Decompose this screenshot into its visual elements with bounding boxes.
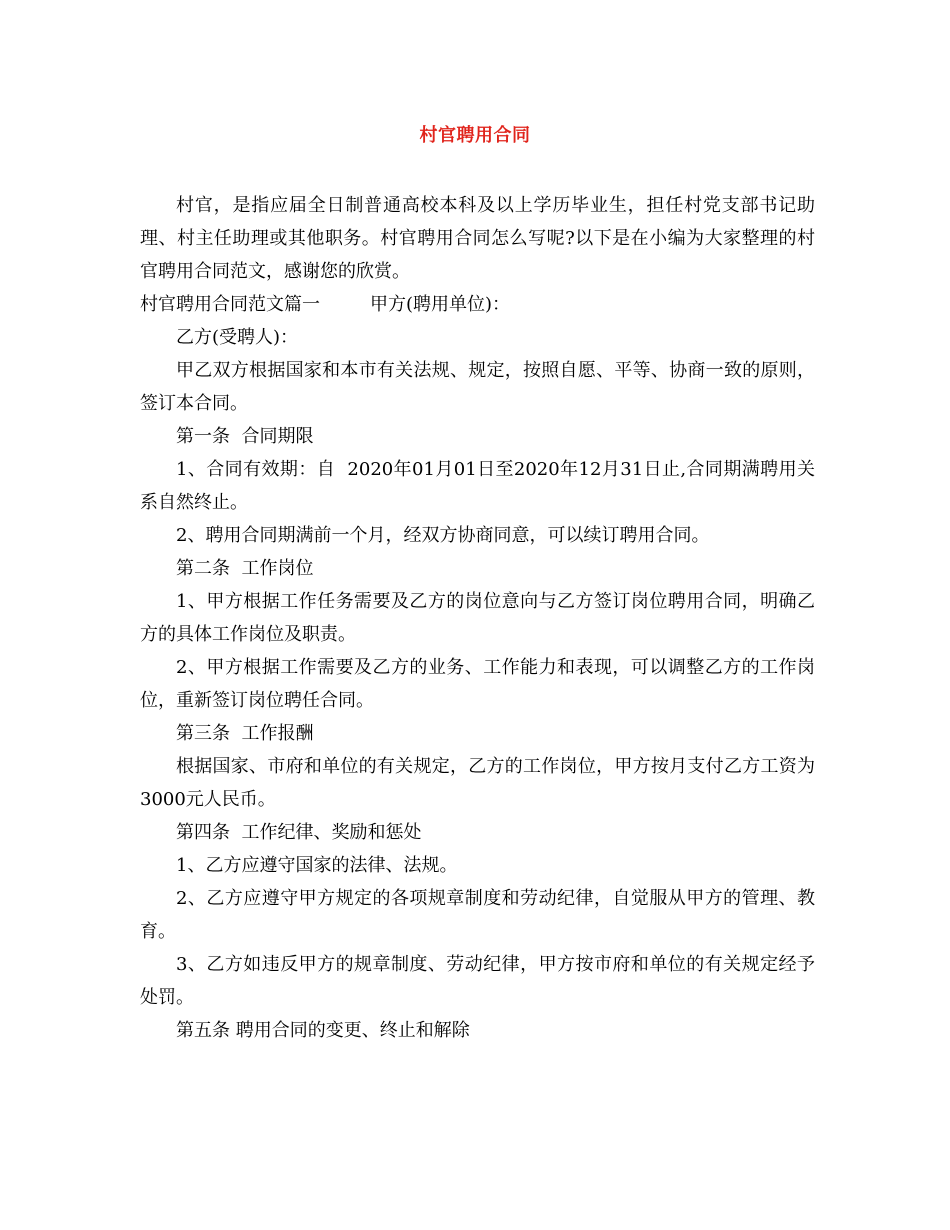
clause-paragraph: 1、合同有效期：自 2020年01月01日至2020年12月31日止,合同期满聘用关系自然终止。 <box>140 459 815 513</box>
article-heading: 第五条 聘用合同的变更、终止和解除 <box>176 1020 470 1041</box>
preamble-paragraph: 甲乙双方根据国家和本市有关法规、规定，按照自愿、平等、协商一致的原则，签订本合同。 <box>140 360 815 414</box>
party-a-label: 甲方(聘用单位)： <box>370 294 511 315</box>
document-body <box>140 189 815 1047</box>
document-title: 村官聘用合同 <box>419 125 531 146</box>
article-heading: 第三条 工作报酬 <box>176 723 314 744</box>
party-b-label: 乙方(受聘人)： <box>176 327 299 348</box>
clause-paragraph: 根据国家、市府和单位的有关规定，乙方的工作岗位，甲方按月支付乙方工资为3000元人民币。 <box>140 756 815 810</box>
article-heading: 第一条 合同期限 <box>176 426 314 447</box>
article-heading: 第二条 工作岗位 <box>176 558 314 579</box>
intro-paragraph: 村官，是指应届全日制普通高校本科及以上学历毕业生，担任村党支部书记助理、村主任助理或其他职务。村官聘用合同怎么写呢?以下是在小编为大家整理的村官聘用合同范文，感谢您的欣赏。 <box>140 195 815 282</box>
clause-paragraph: 2、甲方根据工作需要及乙方的业务、工作能力和表现，可以调整乙方的工作岗位，重新签订岗位聘任合同。 <box>140 657 815 711</box>
sample-heading-line <box>140 288 815 321</box>
article-heading: 第四条 工作纪律、奖励和惩处 <box>176 822 422 843</box>
clause-paragraph: 3、乙方如违反甲方的规章制度、劳动纪律，甲方按市府和单位的有关规定经予处罚。 <box>140 954 815 1008</box>
clause-paragraph: 2、乙方应遵守甲方规定的各项规章制度和劳动纪律，自觉服从甲方的管理、教育。 <box>140 888 815 942</box>
sample-heading: 村官聘用合同范文篇一 <box>140 294 320 315</box>
clause-paragraph: 1、甲方根据工作任务需要及乙方的岗位意向与乙方签订岗位聘用合同，明确乙方的具体工作岗位及职责。 <box>140 591 815 645</box>
clause-paragraph: 1、乙方应遵守国家的法律、法规。 <box>176 855 458 876</box>
clause-paragraph: 2、聘用合同期满前一个月，经双方协商同意，可以续订聘用合同。 <box>176 525 710 546</box>
